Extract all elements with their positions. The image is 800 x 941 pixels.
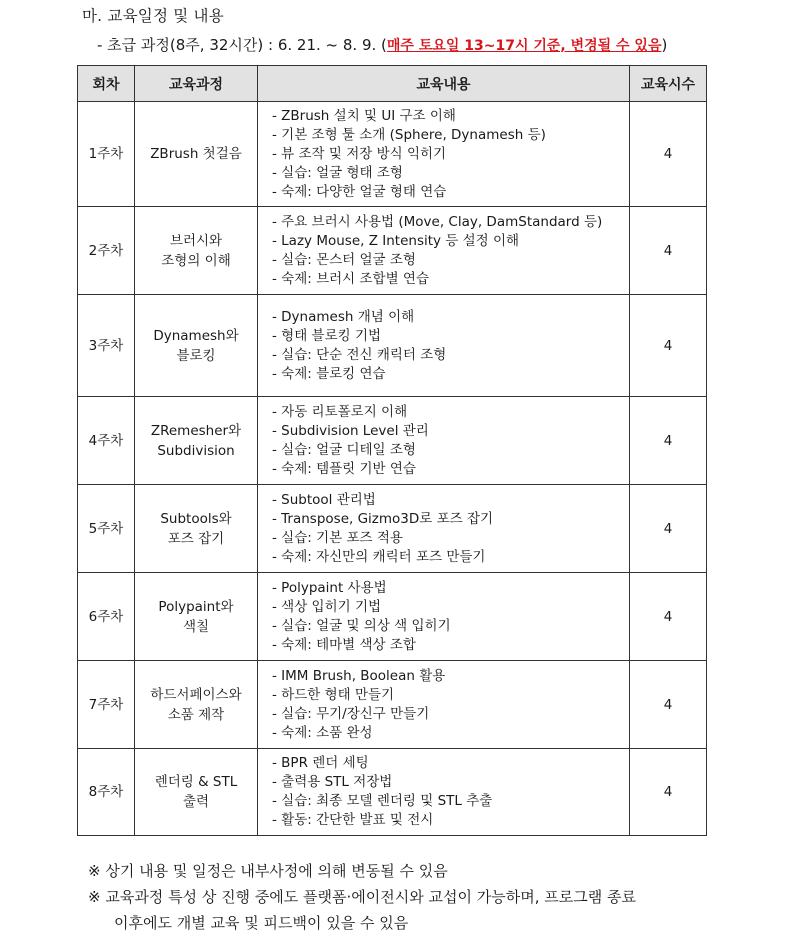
course-line: 하드서페이스와 [150,686,242,703]
content-line: - Transpose, Gizmo3D로 포즈 잡기 [272,510,494,527]
content-line: - 뷰 조작 및 저장 방식 익히기 [272,145,447,162]
section-title: 마. 교육일정 및 내용 [82,7,224,25]
note-1: ※ 상기 내용 및 일정은 내부사정에 의해 변동될 수 있음 [88,862,448,880]
content-line: - 실습: 얼굴 디테일 조형 [272,441,416,458]
hours-cell: 4 [630,661,707,749]
header-week: 회차 [78,66,135,102]
content-line: - IMM Brush, Boolean 활용 [272,667,446,684]
content-cell [258,102,630,207]
header-content: 교육내용 [258,66,630,102]
content-line: - 활동: 간단한 발표 및 전시 [272,812,434,828]
content-line: - 숙제: 자신만의 캐릭터 포즈 만들기 [272,548,486,565]
content-line: - 색상 입히기 기법 [272,598,382,615]
course-subtitle [97,34,667,55]
content-cell [258,397,630,485]
table-row [78,749,707,836]
content-line: - 숙제: 다양한 얼굴 형태 연습 [272,183,447,200]
subtitle-main: - 초급 과정(8주, 32시간) : 6. 21. ~ 8. 9. ( [97,36,387,54]
note-2: ※ 교육과정 특성 상 진행 중에도 플랫폼·에이전시와 교섭이 가능하며, 프로그램 종료 [88,888,636,906]
course-line: 렌더링 & STL [154,774,238,790]
content-cell [258,661,630,749]
content-line: - 숙제: 테마별 색상 조합 [272,636,416,653]
course-line: 브러시와 [169,232,223,249]
course-cell [135,207,258,295]
hours-cell: 4 [630,485,707,573]
content-cell [258,749,630,836]
course-line: 색칠 [182,618,210,635]
week-cell: 2주차 [78,207,135,295]
schedule-note-highlight: 매주 토요일 13~17시 기준, 변경될 수 있음 [386,38,662,54]
week-cell: 3주차 [78,295,135,397]
course-cell [135,661,258,749]
content-line: - 기본 조형 툴 소개 (Sphere, Dynamesh 등) [272,126,546,143]
hours-cell: 4 [630,207,707,295]
table-row [78,485,707,573]
course-line: 출력 [182,794,210,810]
hours-cell: 4 [630,749,707,836]
content-line: - 하드한 형태 만들기 [272,686,395,703]
course-cell [135,749,258,836]
course-cell [135,573,258,661]
week-cell: 5주차 [78,485,135,573]
table-row [78,573,707,661]
course-line: Dynamesh와 [153,327,239,344]
table-row [78,102,707,207]
content-cell [258,485,630,573]
week-cell: 1주차 [78,102,135,207]
course-line: Polypaint와 [158,598,234,615]
week-cell: 4주차 [78,397,135,485]
content-line: - BPR 렌더 세팅 [272,755,369,771]
content-line: - 숙제: 템플릿 기반 연습 [272,460,416,477]
hours-cell: 4 [630,102,707,207]
table-header-row [78,66,707,102]
content-line: - 실습: 무기/장신구 만들기 [272,705,430,722]
course-line: 조형의 이해 [161,252,231,269]
week-cell: 7주차 [78,661,135,749]
hours-cell: 4 [630,295,707,397]
content-line: - 실습: 최종 모델 렌더링 및 STL 추출 [272,793,493,809]
content-line: - 출력용 STL 저장법 [272,774,393,790]
content-line: - 실습: 기본 포즈 적용 [272,529,403,546]
course-line: ZBrush 첫걸음 [150,146,242,162]
schedule-table [77,65,707,836]
content-cell [258,207,630,295]
course-cell [135,295,258,397]
content-line: - Polypaint 사용법 [272,579,387,596]
content-line: - 실습: 몬스터 얼굴 조형 [272,251,416,268]
content-cell [258,573,630,661]
course-line: ZRemesher와 [150,422,242,439]
notes [88,858,636,936]
table-row [78,207,707,295]
table-row [78,295,707,397]
table-row [78,661,707,749]
week-cell: 6주차 [78,573,135,661]
hours-cell: 4 [630,573,707,661]
content-line: - Subtool 관리법 [272,491,376,508]
subtitle-close: ) [661,36,668,54]
content-line: - 숙제: 블로킹 연습 [272,365,386,382]
content-line: - 숙제: 소품 완성 [272,724,373,741]
content-line: - 실습: 단순 전신 캐릭터 조형 [272,346,447,363]
course-line: 블로킹 [176,347,216,364]
course-line: 소품 제작 [167,706,225,723]
content-line: - 실습: 얼굴 및 의상 색 입히기 [272,617,451,634]
content-line: - Lazy Mouse, Z Intensity 등 설정 이해 [272,232,520,249]
course-line: Subtools와 [160,510,232,527]
course-cell [135,485,258,573]
content-line: - Dynamesh 개념 이해 [272,308,415,325]
content-line: - 주요 브러시 사용법 (Move, Clay, DamStandard 등) [272,213,603,230]
header-hours: 교육시수 [630,66,707,102]
header-course: 교육과정 [135,66,258,102]
course-cell [135,102,258,207]
hours-cell: 4 [630,397,707,485]
content-line: - 형태 블로킹 기법 [272,327,382,344]
table-body [78,102,707,836]
course-line: Subdivision [157,442,235,459]
content-line: - 숙제: 브러시 조합별 연습 [272,270,429,287]
content-line: - Subdivision Level 관리 [272,422,429,439]
content-line: - 자동 리토폴로지 이해 [272,403,408,420]
content-cell [258,295,630,397]
content-line: - 실습: 얼굴 형태 조형 [272,164,403,181]
content-line: - ZBrush 설치 및 UI 구조 이해 [272,107,456,124]
table-row [78,397,707,485]
week-cell: 8주차 [78,749,135,836]
note-2-continued: 이후에도 개별 교육 및 피드백이 있을 수 있음 [114,914,409,932]
course-cell [135,397,258,485]
course-line: 포즈 잡기 [167,530,225,547]
